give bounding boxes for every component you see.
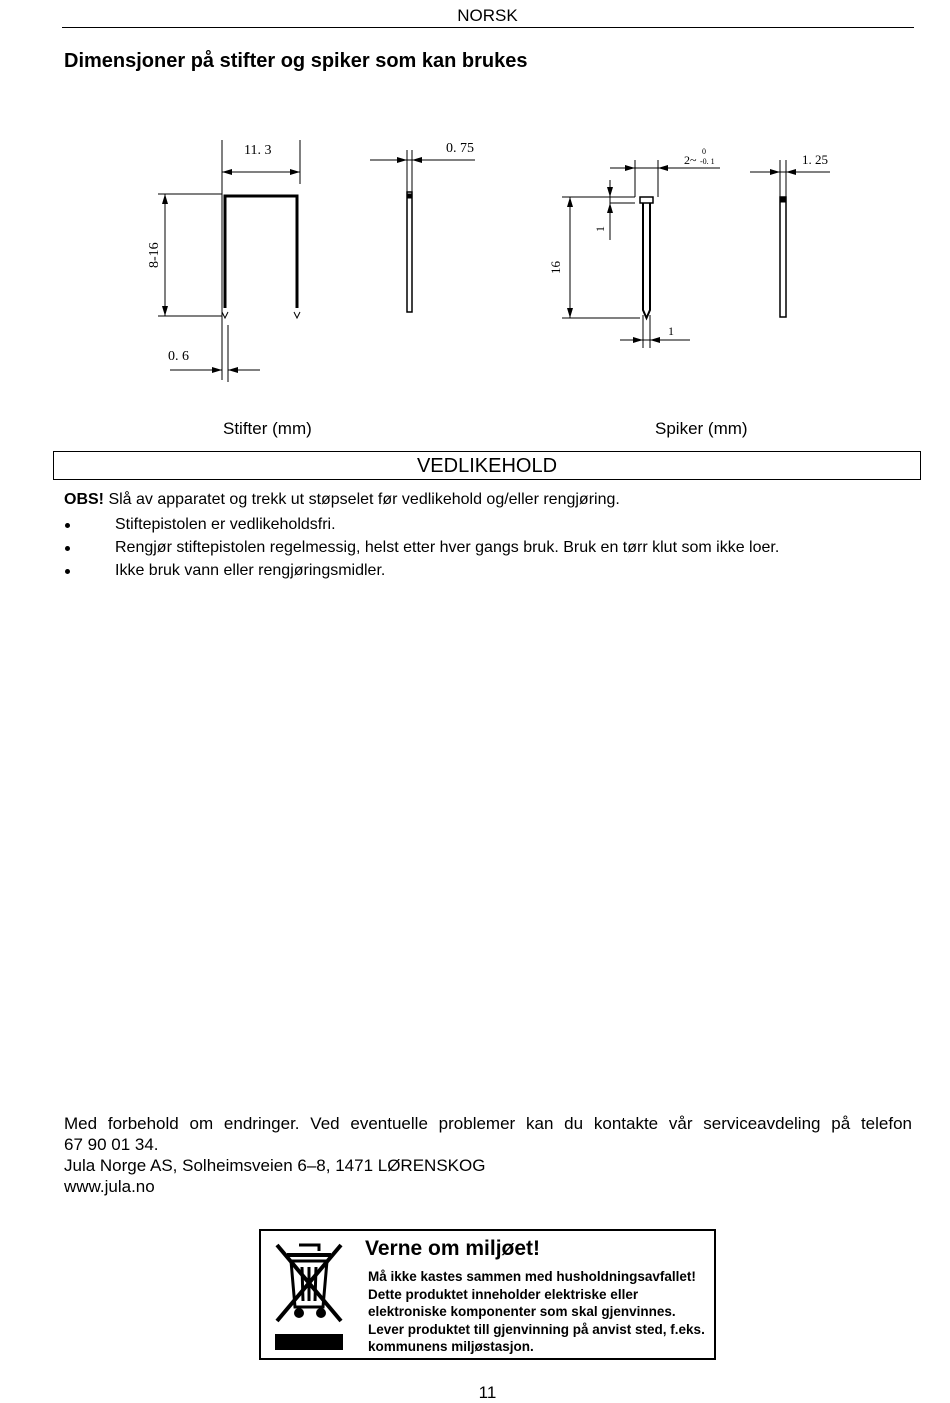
- list-item: Rengjør stiftepistolen regelmessig, helst etter hver gangs bruk. Bruk en tørr klut som ikke loer.: [64, 536, 779, 559]
- warning-text: Slå av apparatet og trekk ut støpselet før vedlikehold og/eller rengjøring.: [104, 491, 620, 508]
- header-language: NORSK: [457, 6, 518, 25]
- footer-line-1: Med forbehold om endringer. Ved eventuelle problemer kan du kontakte vår serviceavdeling på telefon: [64, 1114, 912, 1133]
- environment-line: elektroniske komponenter som skal gjenvinnes.: [368, 1304, 676, 1319]
- staple-side-view: [370, 150, 475, 312]
- dim-staple-thickness: 0. 75: [446, 141, 474, 156]
- maintenance-list: [64, 513, 779, 582]
- list-item: Ikke bruk vann eller rengjøringsmidler.: [64, 559, 779, 582]
- environment-line: Dette produktet inneholder elektriske eller: [368, 1286, 639, 1302]
- environment-line: Lever produktet till gjenvinning på anvist sted, f.eks.: [368, 1321, 705, 1337]
- header-divider: [62, 27, 914, 28]
- dim-staple-height: 8-16: [147, 242, 162, 268]
- environment-line: kommunens miljøstasjon.: [368, 1339, 534, 1354]
- dim-nail-head-height: 1: [593, 226, 607, 232]
- environment-line: Må ikke kastes sammen med husholdningsavfallet!: [368, 1269, 696, 1284]
- dim-nail-thickness: 1. 25: [802, 152, 828, 167]
- dim-staple-wire: 0. 6: [168, 349, 189, 364]
- caption-nails: Spiker (mm): [655, 419, 748, 438]
- dim-nail-tol-upper: 0: [702, 147, 706, 156]
- environment-text: [368, 1268, 705, 1356]
- crossed-out-bin-icon: [269, 1237, 349, 1355]
- footer-address: Jula Norge AS, Solheimsveien 6–8, 1471 LØRENSKOG: [64, 1156, 486, 1175]
- dimension-drawing: [130, 120, 850, 390]
- environment-title: Verne om miljøet!: [365, 1237, 541, 1260]
- warning-label: OBS!: [64, 491, 104, 508]
- dim-nail-head: 2~: [684, 153, 697, 167]
- page-title: Dimensjoner på stifter og spiker som kan brukes: [64, 50, 528, 72]
- dim-staple-width: 11. 3: [244, 143, 272, 158]
- nail-side-view: [750, 160, 830, 317]
- footer-contact: [64, 1113, 912, 1197]
- bullet-icon: [65, 569, 70, 574]
- footer-website: www.jula.no: [64, 1177, 155, 1196]
- page-number: 11: [478, 1383, 497, 1402]
- staple-front-view: [158, 140, 300, 382]
- environment-notice: [259, 1229, 716, 1360]
- dim-nail-shank: 1: [668, 324, 674, 338]
- caption-staples: Stifter (mm): [223, 419, 312, 438]
- bullet-icon: [65, 546, 70, 551]
- section-heading-maintenance: VEDLIKEHOLD: [53, 451, 921, 480]
- dim-nail-length: 16: [548, 261, 563, 274]
- warning-note: [64, 491, 620, 509]
- footer-line-2: 67 90 01 34.: [64, 1135, 159, 1154]
- dim-nail-tol-lower: -0. 1: [700, 157, 715, 166]
- list-item: Stiftepistolen er vedlikeholdsfri.: [64, 513, 779, 536]
- nail-front-view: [562, 160, 720, 348]
- bullet-icon: [65, 523, 70, 528]
